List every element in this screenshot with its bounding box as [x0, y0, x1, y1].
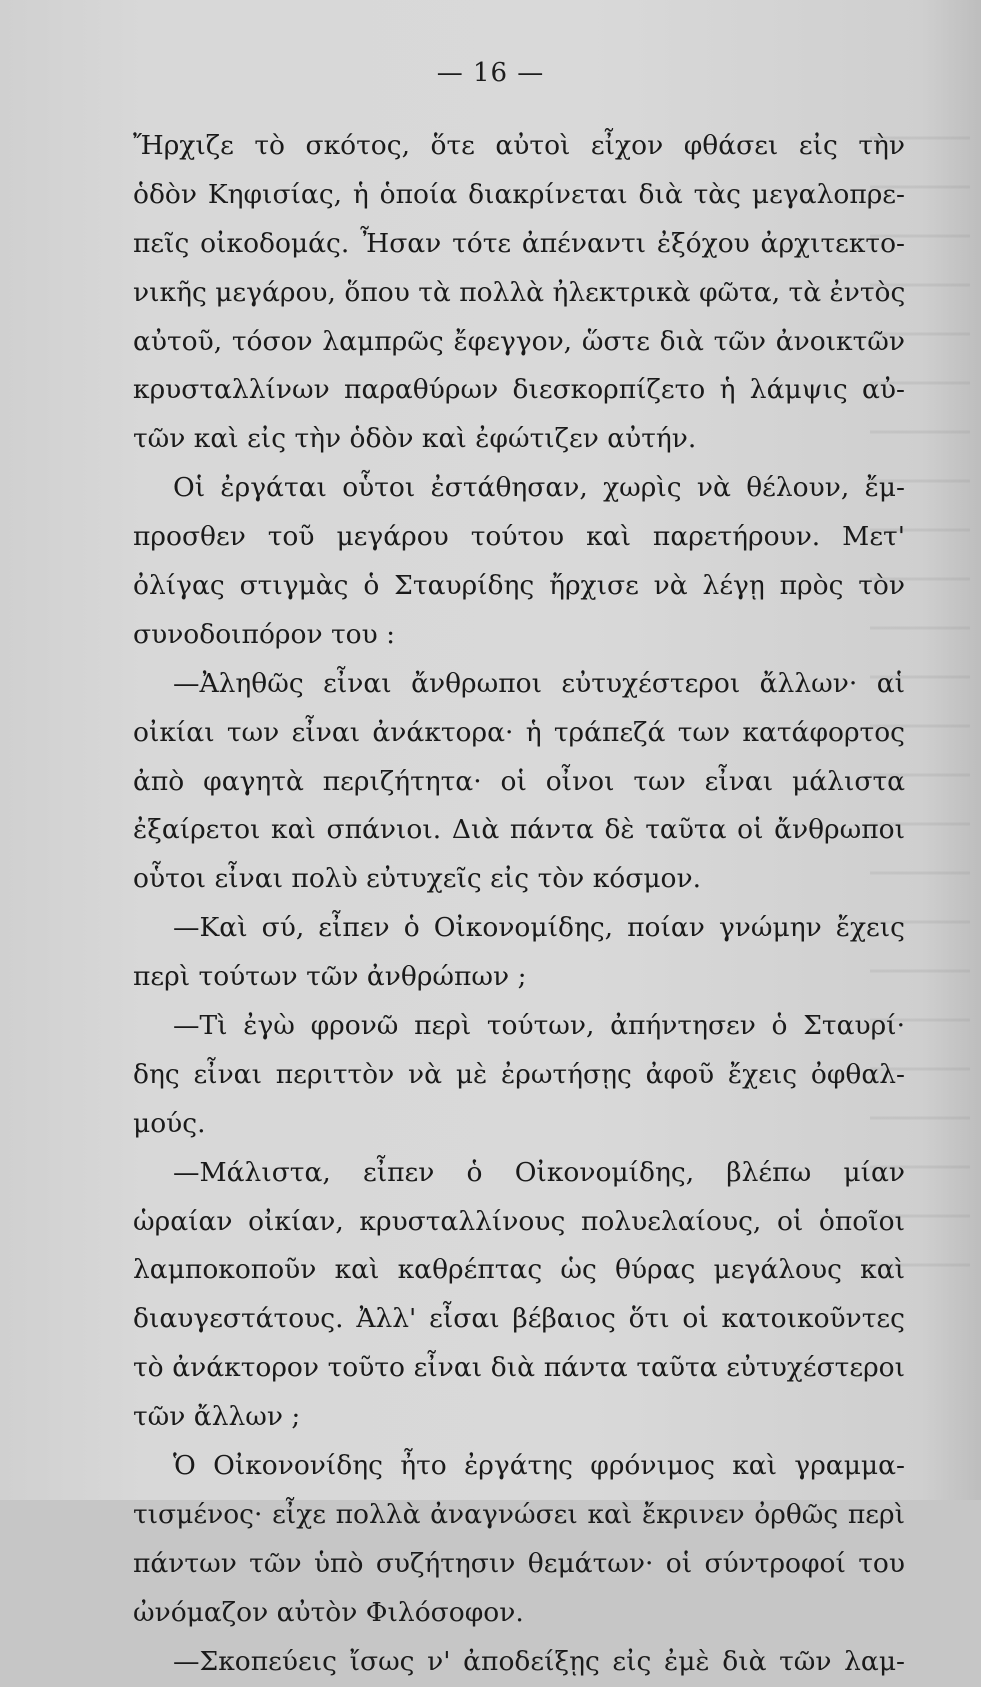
text-line: οὗτοι εἶναι πολὺ εὐτυχεῖς εἰς τὸν κόσμον. [133, 863, 702, 895]
text-line: νικῆς μεγάρου, ὅπου τὰ πολλὰ ἠλεκτρικὰ φῶτα, τὰ ἐντὸς [133, 276, 906, 308]
text-line: ὠνόμαζον αὐτὸν Φιλόσοφον. [133, 1596, 524, 1628]
text-line: πεῖς οἰκοδομάς. Ἦσαν τότε ἀπέναντι ἐξόχου ἀρχιτεκτο- [133, 227, 905, 259]
text-line: οἰκίαι των εἶναι ἀνάκτορα· ἡ τράπεζά των κατάφορτος [133, 716, 905, 748]
text-line: Ὁ Οἰκονονίδης ἦτο ἐργάτης φρόνιμος καὶ γραμμα- [173, 1450, 905, 1482]
text-line: ἀπὸ φαγητὰ περιζήτητα· οἱ οἶνοι των εἶναι μάλιστα [133, 765, 905, 797]
text-line: τὸ ἀνάκτορον τοῦτο εἶναι διὰ πάντα ταῦτα εὐτυχέστεροι [133, 1352, 905, 1384]
text-line: —Ἀληθῶς εἶναι ἄνθρωποι εὐτυχέστεροι ἄλλων· αἱ [173, 667, 905, 699]
text-line: διαυγεστάτους. Ἀλλ' εἶσαι βέβαιος ὅτι οἱ κατοικοῦντες [133, 1303, 905, 1335]
text-line: —Καὶ σύ, εἶπεν ὁ Οἰκονομίδης, ποίαν γνώμην ἔχεις [173, 912, 905, 944]
text-line: λαμποκοποῦν καὶ καθρέπτας ὡς θύρας μεγάλους καὶ [133, 1254, 905, 1286]
text-line: Οἱ ἐργάται οὗτοι ἐστάθησαν, χωρὶς νὰ θέλουν, ἔμ- [173, 472, 905, 504]
text-line: ὀλίγας στιγμὰς ὁ Σταυρίδης ἤρχισε νὰ λέγῃ πρὸς τὸν [133, 570, 905, 602]
text-line: προσθεν τοῦ μεγάρου τούτου καὶ παρετήρουν. Μετ' [133, 521, 905, 553]
text-line: δης εἶναι περιττὸν νὰ μὲ ἐρωτήσῃς ἀφοῦ ἔχεις ὀφθαλ- [133, 1058, 905, 1090]
text-line: πάντων τῶν ὑπὸ συζήτησιν θεμάτων· οἱ σύντροφοί του [133, 1547, 905, 1579]
text-line: μούς. [133, 1107, 206, 1139]
text-line: Ἤρχιζε τὸ σκότος, ὅτε αὐτοὶ εἶχον φθάσει εἰς τὴν [133, 130, 905, 161]
text-line: περὶ τούτων τῶν ἀνθρώπων ; [133, 961, 527, 993]
text-line: τῶν ἄλλων ; [133, 1401, 301, 1433]
text-line: ἐξαίρετοι καὶ σπάνιοι. Διὰ πάντα δὲ ταῦτα οἱ ἄνθρωποι [133, 814, 905, 846]
page-number: — 16 — [436, 58, 545, 88]
text-line: κρυσταλλίνων παραθύρων διεσκορπίζετο ἡ λάμψις αὐ- [133, 374, 905, 406]
text-line: —Σκοπεύεις ἴσως ν' ἀποδείξῃς εἰς ἐμὲ διὰ τῶν λαμ- [173, 1645, 905, 1677]
body-text [133, 122, 905, 1687]
text-line: συνοδοιπόρον του : [133, 618, 396, 650]
text-line: αὐτοῦ, τόσον λαμπρῶς ἔφεγγον, ὥστε διὰ τῶν ἀνοικτῶν [133, 325, 905, 357]
text-line: —Μάλιστα, εἶπεν ὁ Οἰκονομίδης, βλέπω μίαν [173, 1156, 905, 1188]
text-line: ὡραίαν οἰκίαν, κρυσταλλίνους πολυελαίους, οἱ ὁποῖοι [133, 1205, 905, 1237]
text-line: τισμένος· εἶχε πολλὰ ἀναγνώσει καὶ ἔκρινεν ὀρθῶς περὶ [133, 1498, 905, 1530]
text-line: —Τὶ ἐγὼ φρονῶ περὶ τούτων, ἀπήντησεν ὁ Σταυρί· [173, 1010, 905, 1042]
text-line: τῶν καὶ εἰς τὴν ὁδὸν καὶ ἐφώτιζεν αὐτήν. [133, 423, 697, 455]
text-line: ὁδὸν Κηφισίας, ἡ ὁποία διακρίνεται διὰ τὰς μεγαλοπρε- [133, 178, 905, 210]
